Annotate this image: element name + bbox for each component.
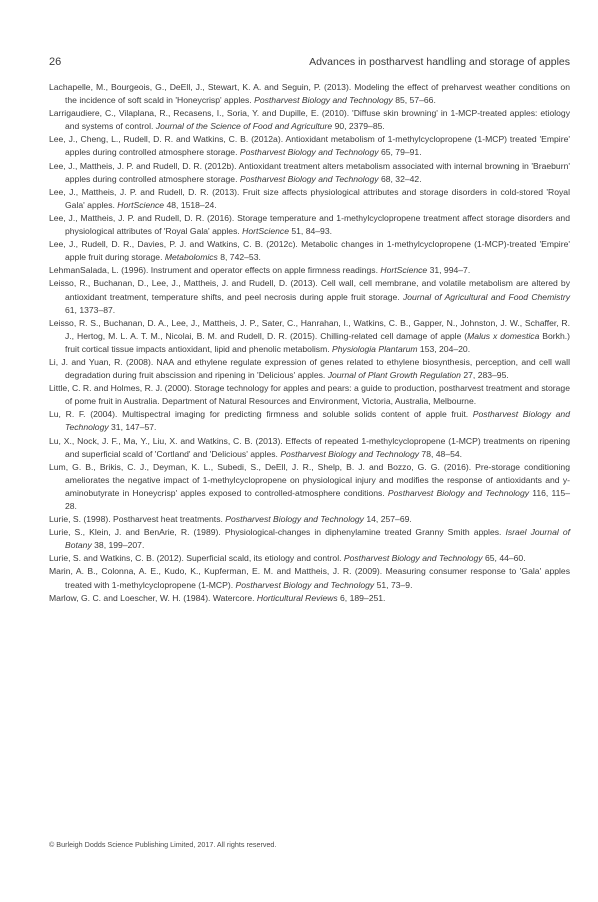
reference-source: Metabolomics: [164, 252, 218, 263]
page-header: [49, 56, 570, 72]
reference-entry: [49, 317, 570, 356]
reference-source: HortScience: [380, 265, 428, 276]
reference-source: HortScience: [117, 199, 165, 210]
reference-text: Lurie, S. and Watkins, C. B. (2012). Superficial scald, its etiology and control.: [49, 553, 344, 564]
reference-text: Little, C. R. and Holmes, R. J. (2000). Storage technology for apples and pears: a guide to production, postharvest treatment and storage of pome fruit in Australia. Department of Natural Resources and Environment, Victoria, Australia, Melbourne.: [49, 383, 570, 407]
reference-entry: [49, 81, 570, 107]
reference-entry: [49, 461, 570, 513]
reference-source: Postharvest Biology and Technology: [254, 95, 393, 106]
reference-text: Lu, R. F. (2004). Multispectral imaging for predicting firmness and soluble solids content of apple fruit.: [49, 409, 473, 420]
reference-text: Marlow, G. C. and Loescher, W. H. (1984). Watercore.: [49, 592, 257, 603]
reference-text: 116, 115–28.: [65, 487, 570, 511]
reference-text: LehmanSalada, L. (1996). Instrument and operator effects on apple firmness readings.: [49, 265, 381, 276]
reference-text: 27, 283–95.: [460, 370, 509, 381]
reference-text: Borkh.) fruit cortical tissue impacts antioxidant, lipid and phenolic metabolism.: [65, 330, 570, 354]
reference-text: 31, 994–7.: [427, 265, 471, 276]
reference-list: [49, 81, 570, 605]
reference-text: 85, 57–66.: [392, 95, 436, 106]
page-number: 26: [49, 56, 62, 68]
reference-source: Postharvest Biology and Technology: [387, 487, 530, 498]
reference-entry: [49, 160, 570, 186]
reference-source: HortScience: [242, 226, 289, 237]
reference-text: Leisso, R. S., Buchanan, D. A., Lee, J., Mattheis, J. P., Sater, C., Hanrahan, I., Watkins, C. B., Gapper, N., Johnston, J. W., Schaffer, R. J., Hertog, M. L. A. T. M., Nicolai, B. M. and Rudell, D. R. (2015). Chilling-related cell damage of apple (: [49, 317, 570, 341]
reference-entry: [49, 238, 570, 264]
reference-text: 38, 199–207.: [91, 540, 145, 551]
reference-entry: [49, 186, 570, 212]
reference-source: Malus x domestica: [467, 330, 540, 341]
reference-entry: [49, 513, 570, 526]
reference-text: 6, 189–251.: [337, 592, 386, 603]
reference-entry: [49, 133, 570, 159]
reference-text: Lee, J., Mattheis, J. P. and Rudell, D. R. (2013). Fruit size affects physiological attributes and storage disorders in cold-stored 'Royal Gala' apples.: [49, 186, 570, 210]
reference-text: Lee, J., Rudell, D. R., Davies, P. J. and Watkins, C. B. (2012c). Metabolic changes in 1-methylcyclopropene (1-MCP)-treated 'Empire' apple fruit during storage.: [49, 239, 570, 263]
reference-text: 61, 1373–87.: [65, 304, 116, 315]
reference-text: Marin, A. B., Colonna, A. E., Kudo, K., Kupferman, E. M. and Mattheis, J. R. (2009). Measuring consumer response to 'Gala' apples treated with 1-methylcyclopropene (1-MCP).: [49, 566, 570, 590]
reference-entry: [49, 107, 570, 133]
reference-source: Postharvest Biology and Technology: [239, 173, 379, 184]
reference-text: Lee, J., Cheng, L., Rudell, D. R. and Watkins, C. B. (2012a). Antioxidant metabolism of 1-methylcyclopropene (1-MCP) treated 'Empire' apples during controlled atmosphere storage.: [49, 134, 570, 158]
reference-text: 48, 1518–24.: [164, 199, 217, 210]
reference-text: 8, 742–53.: [217, 252, 261, 263]
reference-source: Postharvest Biology and Technology: [343, 553, 483, 564]
reference-entry: [49, 526, 570, 552]
reference-source: Journal of Agricultural and Food Chemistry: [402, 291, 570, 302]
reference-text: 68, 32–42.: [378, 173, 422, 184]
reference-text: Lu, X., Nock, J. F., Ma, Y., Liu, X. and Watkins, C. B. (2013). Effects of repeated 1-methylcyclopropene (1-MCP) treatments on ripening and superficial scald of 'Cortland' and 'Delicious' apples.: [49, 435, 570, 459]
reference-text: Larrigaudiere, C., Vilaplana, R., Recasens, I., Soria, Y. and Dupille, E. (2010). 'Diffuse skin browning' in 1-MCP-treated apples: etiology and systems of control.: [49, 108, 570, 132]
reference-source: Postharvest Biology and Technology: [235, 579, 375, 590]
reference-entry: [49, 435, 570, 461]
reference-entry: [49, 277, 570, 316]
reference-source: Horticultural Reviews: [256, 592, 338, 603]
reference-entry: [49, 565, 570, 591]
reference-entry: [49, 264, 570, 277]
reference-source: Israel Journal of Botany: [65, 527, 570, 551]
reference-entry: [49, 592, 570, 605]
reference-entry: [49, 356, 570, 382]
copyright-footer: © Burleigh Dodds Science Publishing Limited, 2017. All rights reserved.: [49, 840, 277, 849]
reference-entry: [49, 408, 570, 434]
reference-text: 153, 204–20.: [417, 343, 471, 354]
reference-text: 78, 48–54.: [419, 448, 463, 459]
reference-text: 65, 44–60.: [482, 553, 526, 564]
reference-entry: [49, 212, 570, 238]
running-title: Advances in postharvest handling and storage of apples: [309, 56, 570, 68]
reference-source: Postharvest Biology and Technology: [65, 409, 570, 433]
reference-text: Lee, J., Mattheis, J. P. and Rudell, D. R. (2016). Storage temperature and 1-methylcyclopropene treatment affect storage disorders and physiological attributes of 'Royal Gala' apples.: [49, 212, 570, 237]
reference-text: 31, 147–57.: [108, 422, 157, 433]
reference-text: 14, 257–69.: [363, 514, 412, 525]
reference-source: Postharvest Biology and Technology: [280, 448, 420, 459]
reference-text: Lurie, S. (1998). Postharvest heat treatments.: [49, 514, 226, 525]
reference-source: Postharvest Biology and Technology: [225, 514, 364, 525]
reference-source: Postharvest Biology and Technology: [239, 147, 379, 158]
reference-text: 65, 79–91.: [378, 147, 422, 158]
reference-source: Physiologia Plantarum: [332, 343, 418, 354]
reference-text: 90, 2379–85.: [332, 121, 385, 132]
reference-text: 51, 84–93.: [288, 226, 332, 237]
reference-text: Lee, J., Mattheis, J. P. and Rudell, D. R. (2012b). Antioxidant treatment alters metabolism associated with internal browning in 'Braeburn' apples during controlled atmosphere storage.: [49, 160, 570, 184]
reference-text: Li, J. and Yuan, R. (2008). NAA and ethylene regulate expression of genes related to ethylene biosynthesis, perception, and cell wall degradation during fruit abscission and ripening in 'Delicious' apples.: [49, 356, 570, 381]
reference-entry: [49, 552, 570, 565]
reference-text: Lum, G. B., Brikis, C. J., Deyman, K. L., Subedi, S., DeEll, J. R., Shelp, B. J. and Bozzo, G. G. (2016). Pre-storage conditioning ameliorates the negative impact of 1-methylcyclopropene on physiological injury and modifies the response of antioxidants and y-aminobutyrate in Honeycrisp' apples exposed to controlled-atmosphere conditions.: [49, 461, 570, 498]
reference-source: Journal of the Science of Food and Agriculture: [155, 121, 333, 132]
reference-source: Journal of Plant Growth Regulation: [327, 370, 461, 381]
reference-entry: [49, 382, 570, 408]
reference-text: Leisso, R., Buchanan, D., Lee, J., Mattheis, J. and Rudell, D. (2013). Cell wall, cell membrane, and volatile metabolism are altered by antioxidant treatment, temperature shifts, and peel necrosis during apple fruit storage.: [49, 278, 570, 302]
reference-text: Lachapelle, M., Bourgeois, G., DeEll, J., Stewart, K. A. and Seguin, P. (2013). Modeling the effect of preharvest weather conditions on the incidence of soft scald in 'Honeycrisp' apples.: [49, 82, 570, 106]
reference-text: 51, 73–9.: [374, 579, 413, 590]
reference-text: Lurie, S., Klein, J. and BenArie, R. (1989). Physiological-changes in diphenylamine treated Granny Smith apples.: [49, 527, 506, 538]
